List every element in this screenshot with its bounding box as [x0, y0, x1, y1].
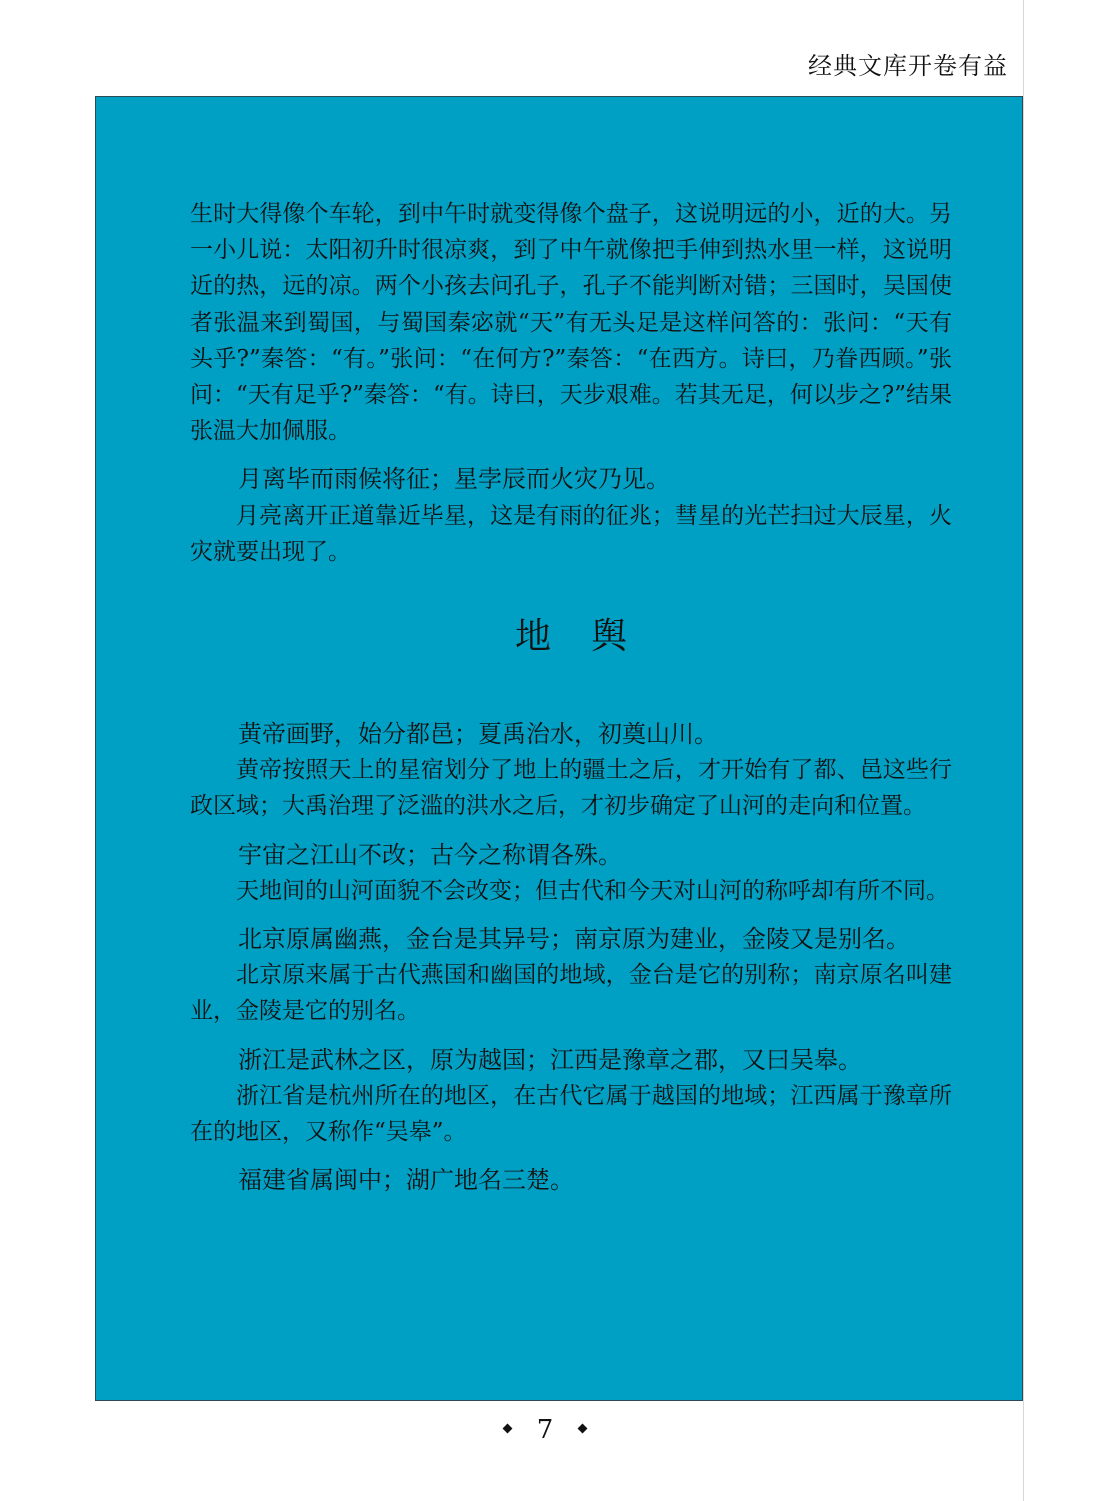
page-footer [0, 1412, 1090, 1448]
explanation-paragraph: 月亮离开正道靠近毕星，这是有雨的征兆；彗星的光芒扫过大辰星，火灾就要出现了。 [190, 502, 952, 565]
verse-line: 北京原属幽燕，金台是其异号；南京原为建业，金陵又是别名。 [238, 925, 910, 954]
explanation-paragraph: 北京原来属于古代燕国和幽国的地域，金台是它的别称；南京原名叫建业，金陵是它的别名。 [190, 962, 952, 1025]
diamond-ornament-icon [502, 1423, 512, 1433]
verse-line: 宇宙之江山不改；古今之称谓各殊。 [238, 840, 622, 869]
verse-line: 月离毕而雨候将征；星孛辰而火灾乃见。 [238, 465, 670, 494]
continued-paragraph: 生时大得像个车轮，到中午时就变得像个盘子，这说明远的小，近的大。另一小儿说：太阳初升时很凉爽，到了中午就像把手伸到热水里一样，这说明近的热，远的凉。两个小孩去问孔子，孔子不能判断对错；三国时，吴国使者张温来到蜀国，与蜀国秦宓就“天”有无头足是这样问答的：张问：“天有头乎?”秦答：“有。”张问：“在何方?”秦答：“在西方。诗曰，乃眷西顾。”张问：“天有足乎?”秦答：“有。诗曰，天步艰难。若其无足，何以步之?”结果张温大加佩服。 [190, 201, 952, 445]
page-body [190, 196, 952, 1198]
explanation-paragraph: 黄帝按照天上的星宿划分了地上的疆土之后，才开始有了都、邑这些行政区域；大禹治理了泛滥的洪水之后，才初步确定了山河的走向和位置。 [190, 757, 952, 820]
verse-line: 黄帝画野，始分都邑；夏禹治水，初奠山川。 [238, 720, 718, 749]
page-number: 7 [536, 1415, 554, 1445]
page-edge-rule [1023, 0, 1024, 1501]
explanation-paragraph: 浙江省是杭州所在的地区，在古代它属于越国的地域；江西属于豫章所在的地区，又称作“吴皋”。 [190, 1082, 952, 1146]
running-header-title: 经典文库开卷有益 [808, 52, 1008, 80]
diamond-ornament-icon [578, 1423, 588, 1433]
explanation-paragraph: 天地间的山河面貌不会改变；但古代和今天对山河的称呼却有所不同。 [236, 877, 949, 904]
verse-line: 浙江是武林之区，原为越国；江西是豫章之郡，又曰吴皋。 [238, 1045, 862, 1074]
section-title: 地舆 [514, 616, 667, 658]
verse-line: 福建省属闽中；湖广地名三楚。 [238, 1166, 574, 1195]
